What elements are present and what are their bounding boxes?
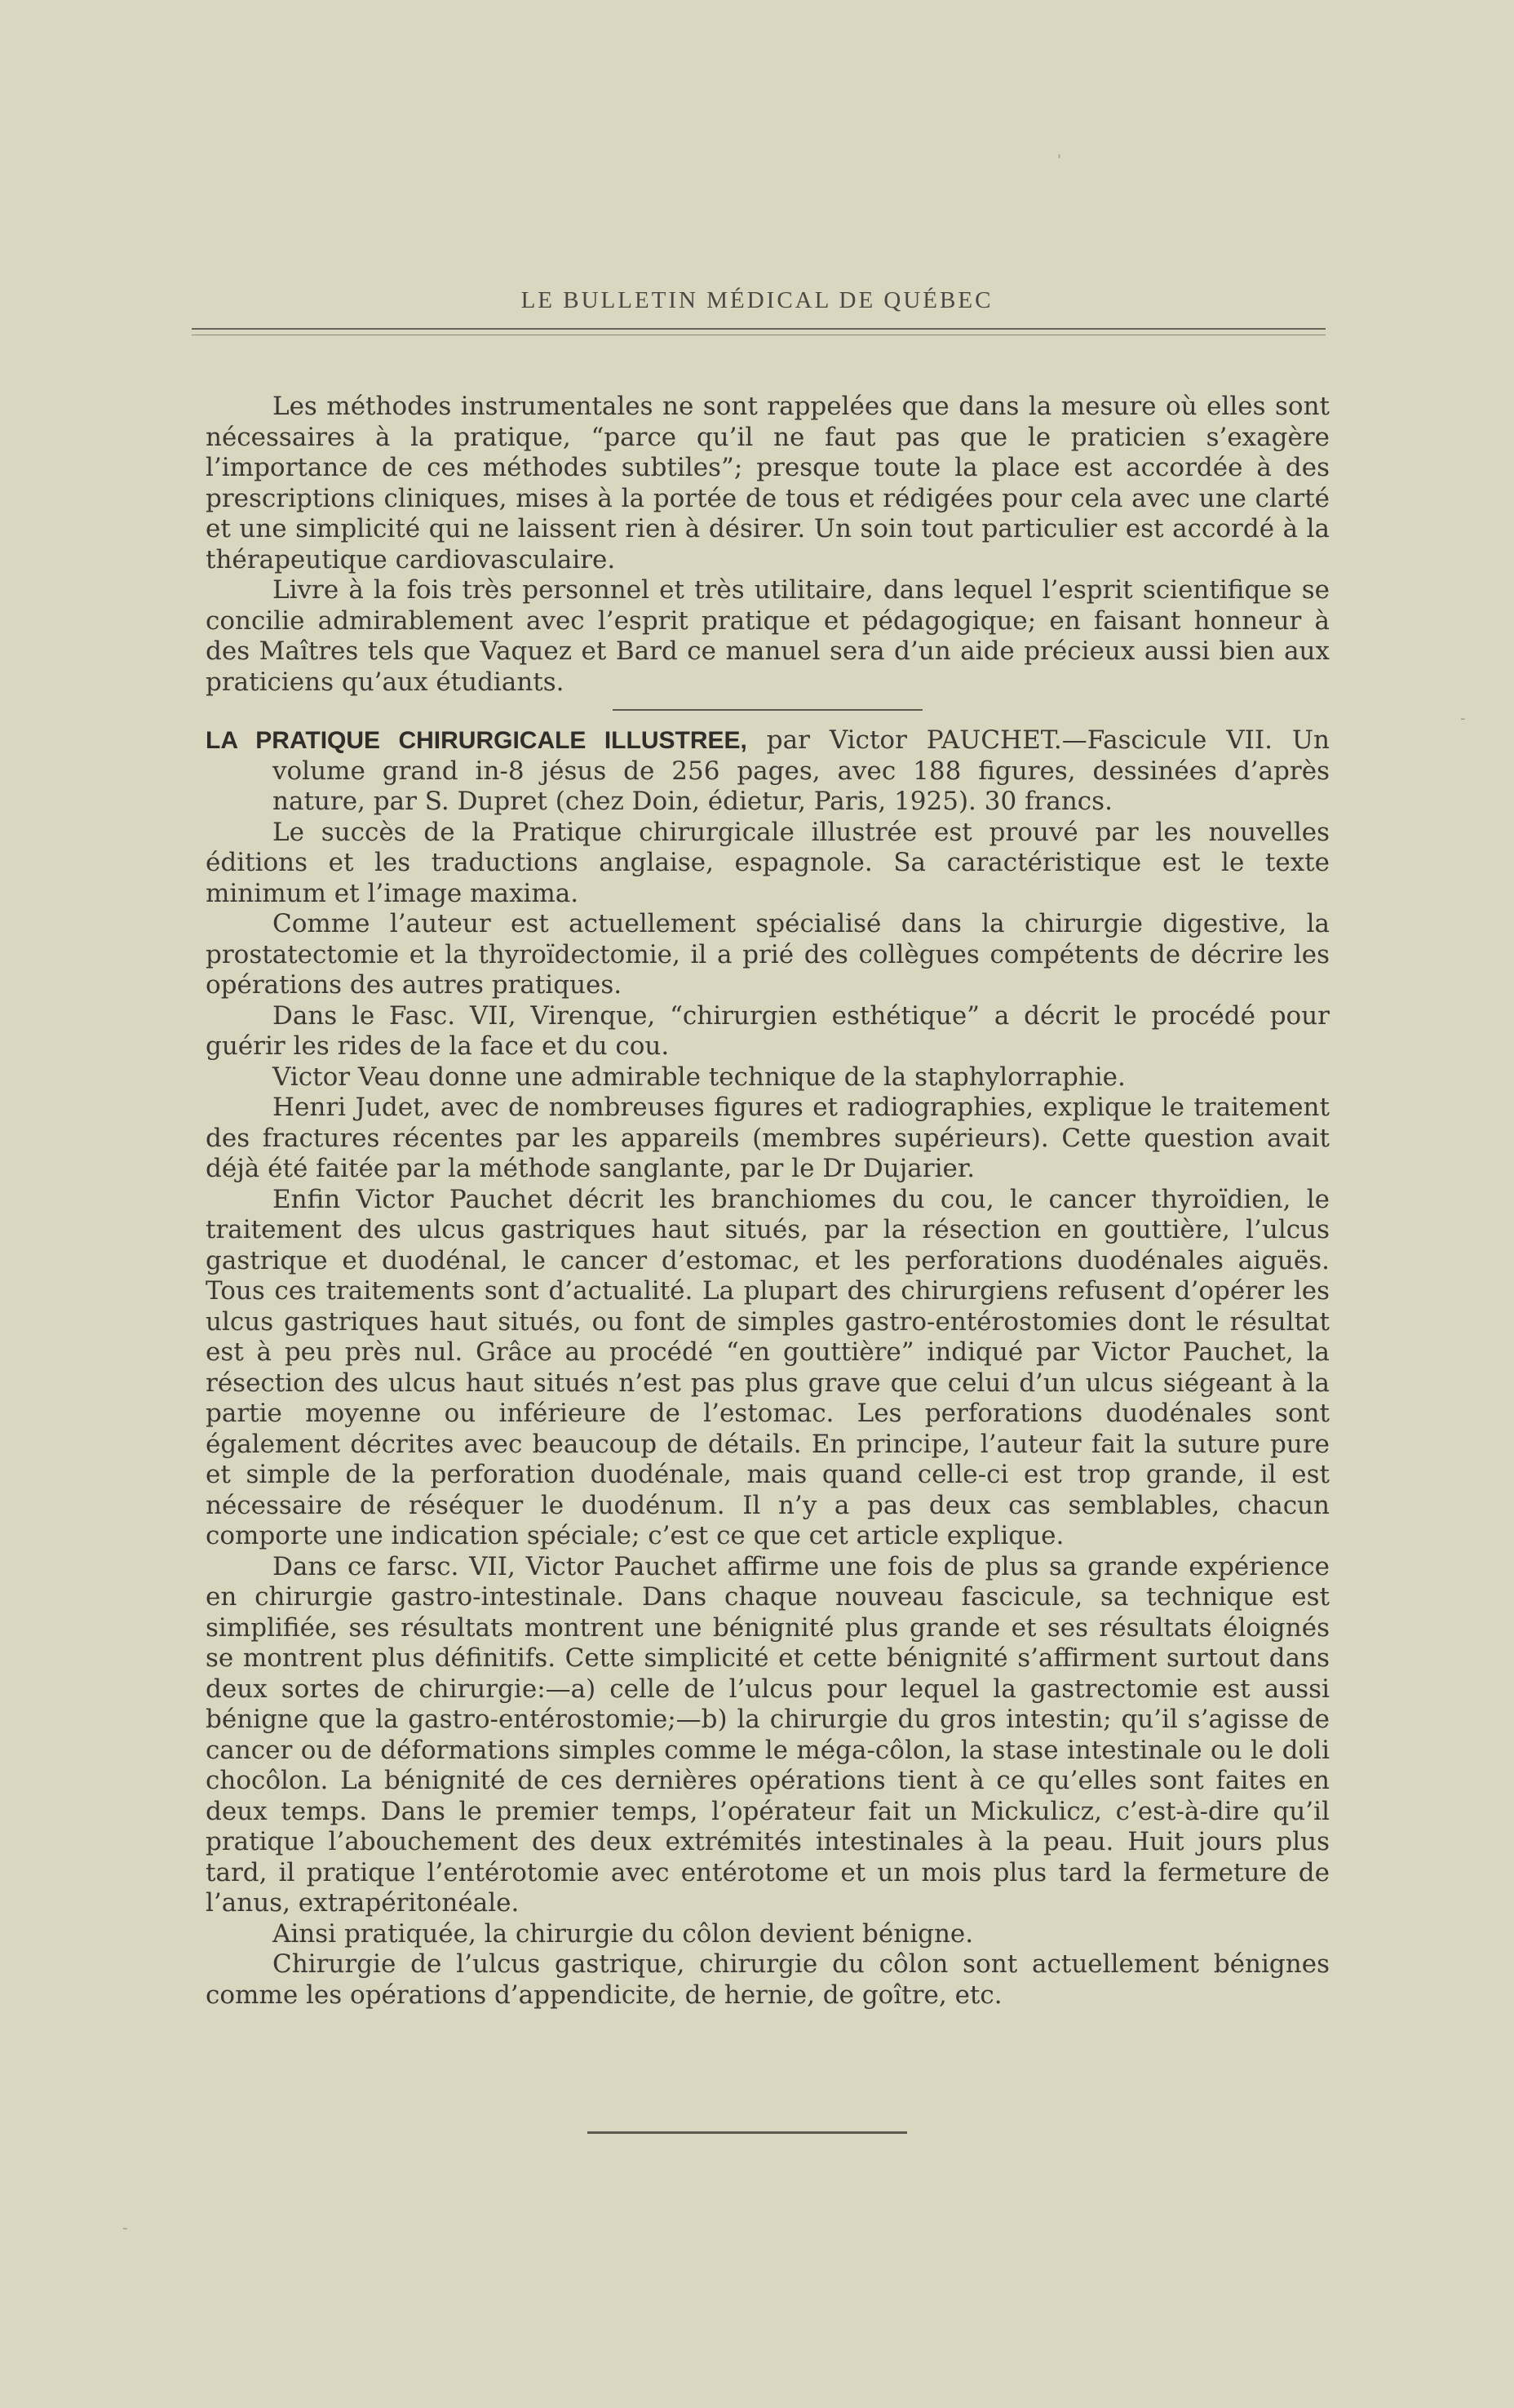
intro-paragraph: Livre à la fois très personnel et très utilitaire, dans lequel l’esprit scientifique se concilie admirablement avec l’esprit pratique et pédagogique; en faisant honneur à des Maîtres tels que Vaquez et Bard ce manuel sera d’un aide précieux aussi bien aux praticiens qu’aux étudiants. (206, 575, 1330, 697)
review-paragraph: Victor Veau donne une admirable technique de la staphylorraphie. (272, 1062, 1126, 1092)
page-speck: - (1460, 710, 1466, 727)
section-separator (613, 709, 923, 711)
running-header: LE BULLETIN MÉDICAL DE QUÉBEC (520, 287, 994, 313)
review-paragraph: Dans ce farsc. VII, Victor Pauchet affirme une fois de plus sa grande expérience en chirurgie gastro-intestinale. Dans chaque nouveau fascicule, sa technique est simplifiée, ses résultats montrent une bénignité plus grande et ses résultats éloignés se montrent plus définitifs. Cette simplicité et cette bénignité s’affirment surtout dans deux sortes de chirurgie:—a) celle de l’ulcus pour lequel la gastrectomie est aussi bénigne que la gastro-entérostomie;—b) la chirurgie du gros intestin; qu’il s’agisse de cancer ou de déformations simples comme le méga-côlon, la stase intestinale ou le doli chocôlon. La bénignité de ces dernières opérations tient à ce qu’elles sont faites en deux temps. Dans le premier temps, l’opérateur fait un Mickulicz, c’est-à-dire qu’il pratique l’abouchement des deux extrémités intestinales à la peau. Huit jours plus tard, il pratique l’entérotomie avec entérotome et un mois plus tard la fermeture de l’anus, extrapéritonéale. (206, 1551, 1330, 1918)
header-rule (192, 328, 1326, 330)
review-paragraph: Comme l’auteur est actuellement spécialisé dans la chirurgie digestive, la prostatectomie et la thyroïdectomie, il a prié des collègues compétents de décrire les opérations des autres pratiques. (206, 909, 1330, 1000)
review-paragraph: Chirurgie de l’ulcus gastrique, chirurgie du côlon sont actuellement bénignes comme les opérations d’appendicite, de hernie, de goître, etc. (206, 1949, 1330, 2010)
page-speck: ' (1057, 152, 1061, 169)
review-paragraph: Enfin Victor Pauchet décrit les branchiomes du cou, le cancer thyroïdien, le traitement des ulcus gastriques haut situés, par la résection en gouttière, l’ulcus gastrique et duodénal, le cancer d’estomac, et les perforations duodénales aiguës. Tous ces traitements sont d’actualité. La plupart des chirurgiens refusent d’opérer les ulcus gastriques haut situés, ou font de simples gastro-entérostomies dont le résultat est à peu près nul. Grâce au procédé “en gouttière” indiqué par Victor Pauchet, la résection des ulcus haut situés n’est pas plus grave que celui d’un ulcus siégeant à la partie moyenne ou inférieure de l’estomac. Les perforations duodénales sont également décrites avec beaucoup de détails. En principe, l’auteur fait la suture pure et simple de la perforation duodénale, mais quand celle-ci est trop grande, il est nécessaire de réséquer le duodénum. Il n’y a pas deux cas semblables, chacun comporte une indication spéciale; c’est ce que cet article explique. (206, 1184, 1330, 1550)
book-entry-heading (206, 725, 1330, 818)
review-paragraph: Le succès de la Pratique chirurgicale illustrée est prouvé par les nouvelles éditions et les traductions anglaise, espagnole. Sa caractéristique est le texte minimum et l’image maxima. (206, 817, 1330, 908)
closing-separator (587, 2131, 907, 2134)
review-paragraph: Dans le Fasc. VII, Virenque, “chirurgien esthétique” a décrit le procédé pour guérir les rides de la face et du cou. (206, 1000, 1330, 1061)
article-body (206, 392, 1330, 2011)
review-paragraph: Henri Judet, avec de nombreuses figures et radiographies, explique le traitement des fractures récentes par les appareils (membres supérieurs). Cette question avait déjà été faitée par la méthode sanglante, par le Dr Dujarier. (206, 1093, 1330, 1183)
page-speck: - (122, 2220, 128, 2237)
book-citation: par Victor PAUCHET.—Fascicule VII. Un volume grand in-8 jésus de 256 pages, avec 188 figures, dessinées d’après nature, par S. Dupret (chez Doin, édietur, Paris, 1925). 30 francs. (272, 725, 1330, 816)
intro-paragraph: Les méthodes instrumentales ne sont rappelées que dans la mesure où elles sont nécessaires à la pratique, “parce qu’il ne faut pas que le praticien s’exagère l’importance de ces méthodes subtiles”; presque toute la place est accordée à des prescriptions cliniques, mises à la portée de tous et rédigées pour cela avec une clarté et une simplicité qui ne laissent rien à désirer. Un soin tout particulier est accordé à la thérapeutique cardiovasculaire. (206, 392, 1330, 574)
review-paragraph: Ainsi pratiquée, la chirurgie du côlon devient bénigne. (272, 1918, 974, 1949)
book-title: LA PRATIQUE CHIRURGICALE ILLUSTREE, (206, 727, 747, 754)
